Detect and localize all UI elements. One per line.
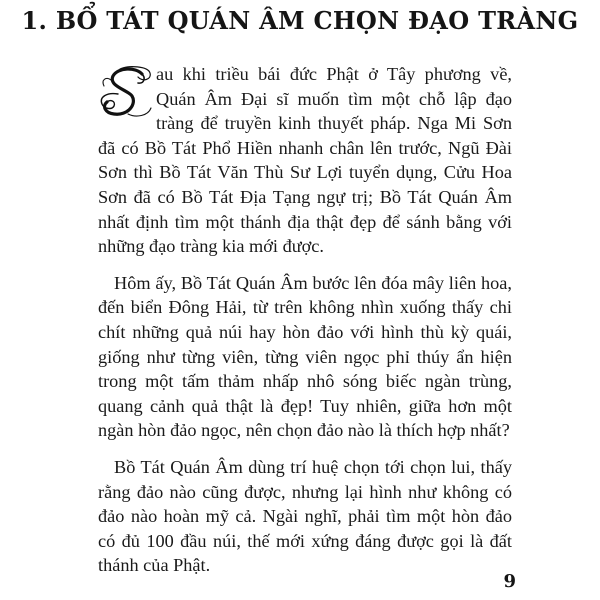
paragraph-1-text: au khi triều bái đức Phật ở Tây phương về, Quán Âm Đại sĩ muốn tìm một chỗ lập đạo tràng để truyền kinh thuyết pháp. Nga Mi Sơn đã có Bồ Tát Phổ Hiền nhanh chân lên trước, Ngũ Đài Sơn thì Bồ Tát Văn Thù Sư Lợi tuyển dụng, Cửu Hoa Sơn đã có Bồ Tát Địa Tạng ngự trị; Bồ Tát Quán Âm nhất định tìm một thánh địa thật đẹp để sánh bằng với những đạo tràng kia mới được. xyxy=(98,64,512,257)
dropcap-letter xyxy=(98,120,99,121)
paragraph-3: Bồ Tát Quán Âm dùng trí huệ chọn tới chọn lui, thấy rằng đảo nào cũng được, nhưng lại hình như không có đảo nào hoàn mỹ cả. Ngài nghĩ, phải tìm một hòn đảo có đủ 100 đầu núi, thế mới xứng đáng được gọi là đất thánh của Phật. xyxy=(98,456,512,576)
paragraph-2: Hôm ấy, Bồ Tát Quán Âm bước lên đóa mây liên hoa, đến biển Đông Hải, từ trên không nhìn xuống thấy chi chít những quả núi hay hòn đảo với hình thù kỳ quái, giống như từng viên, từng viên ngọc phỉ thúy ẩn hiện trong một tấm thảm nhấp nhô sóng biếc ngàn trùng, quang cảnh quả thật là đẹp! Tuy nhiên, giữa hơn một ngàn hòn đảo ngọc, nên chọn đảo nào là thích hợp nhất? xyxy=(98,272,512,441)
body-text xyxy=(98,62,512,590)
chapter-title: 1. BỔ TÁT QUÁN ÂM CHỌN ĐẠO TRÀNG xyxy=(21,6,579,35)
ornamental-s-dropcap-icon xyxy=(98,64,152,118)
page-number: 9 xyxy=(503,571,516,592)
paragraph-1 xyxy=(98,62,512,259)
